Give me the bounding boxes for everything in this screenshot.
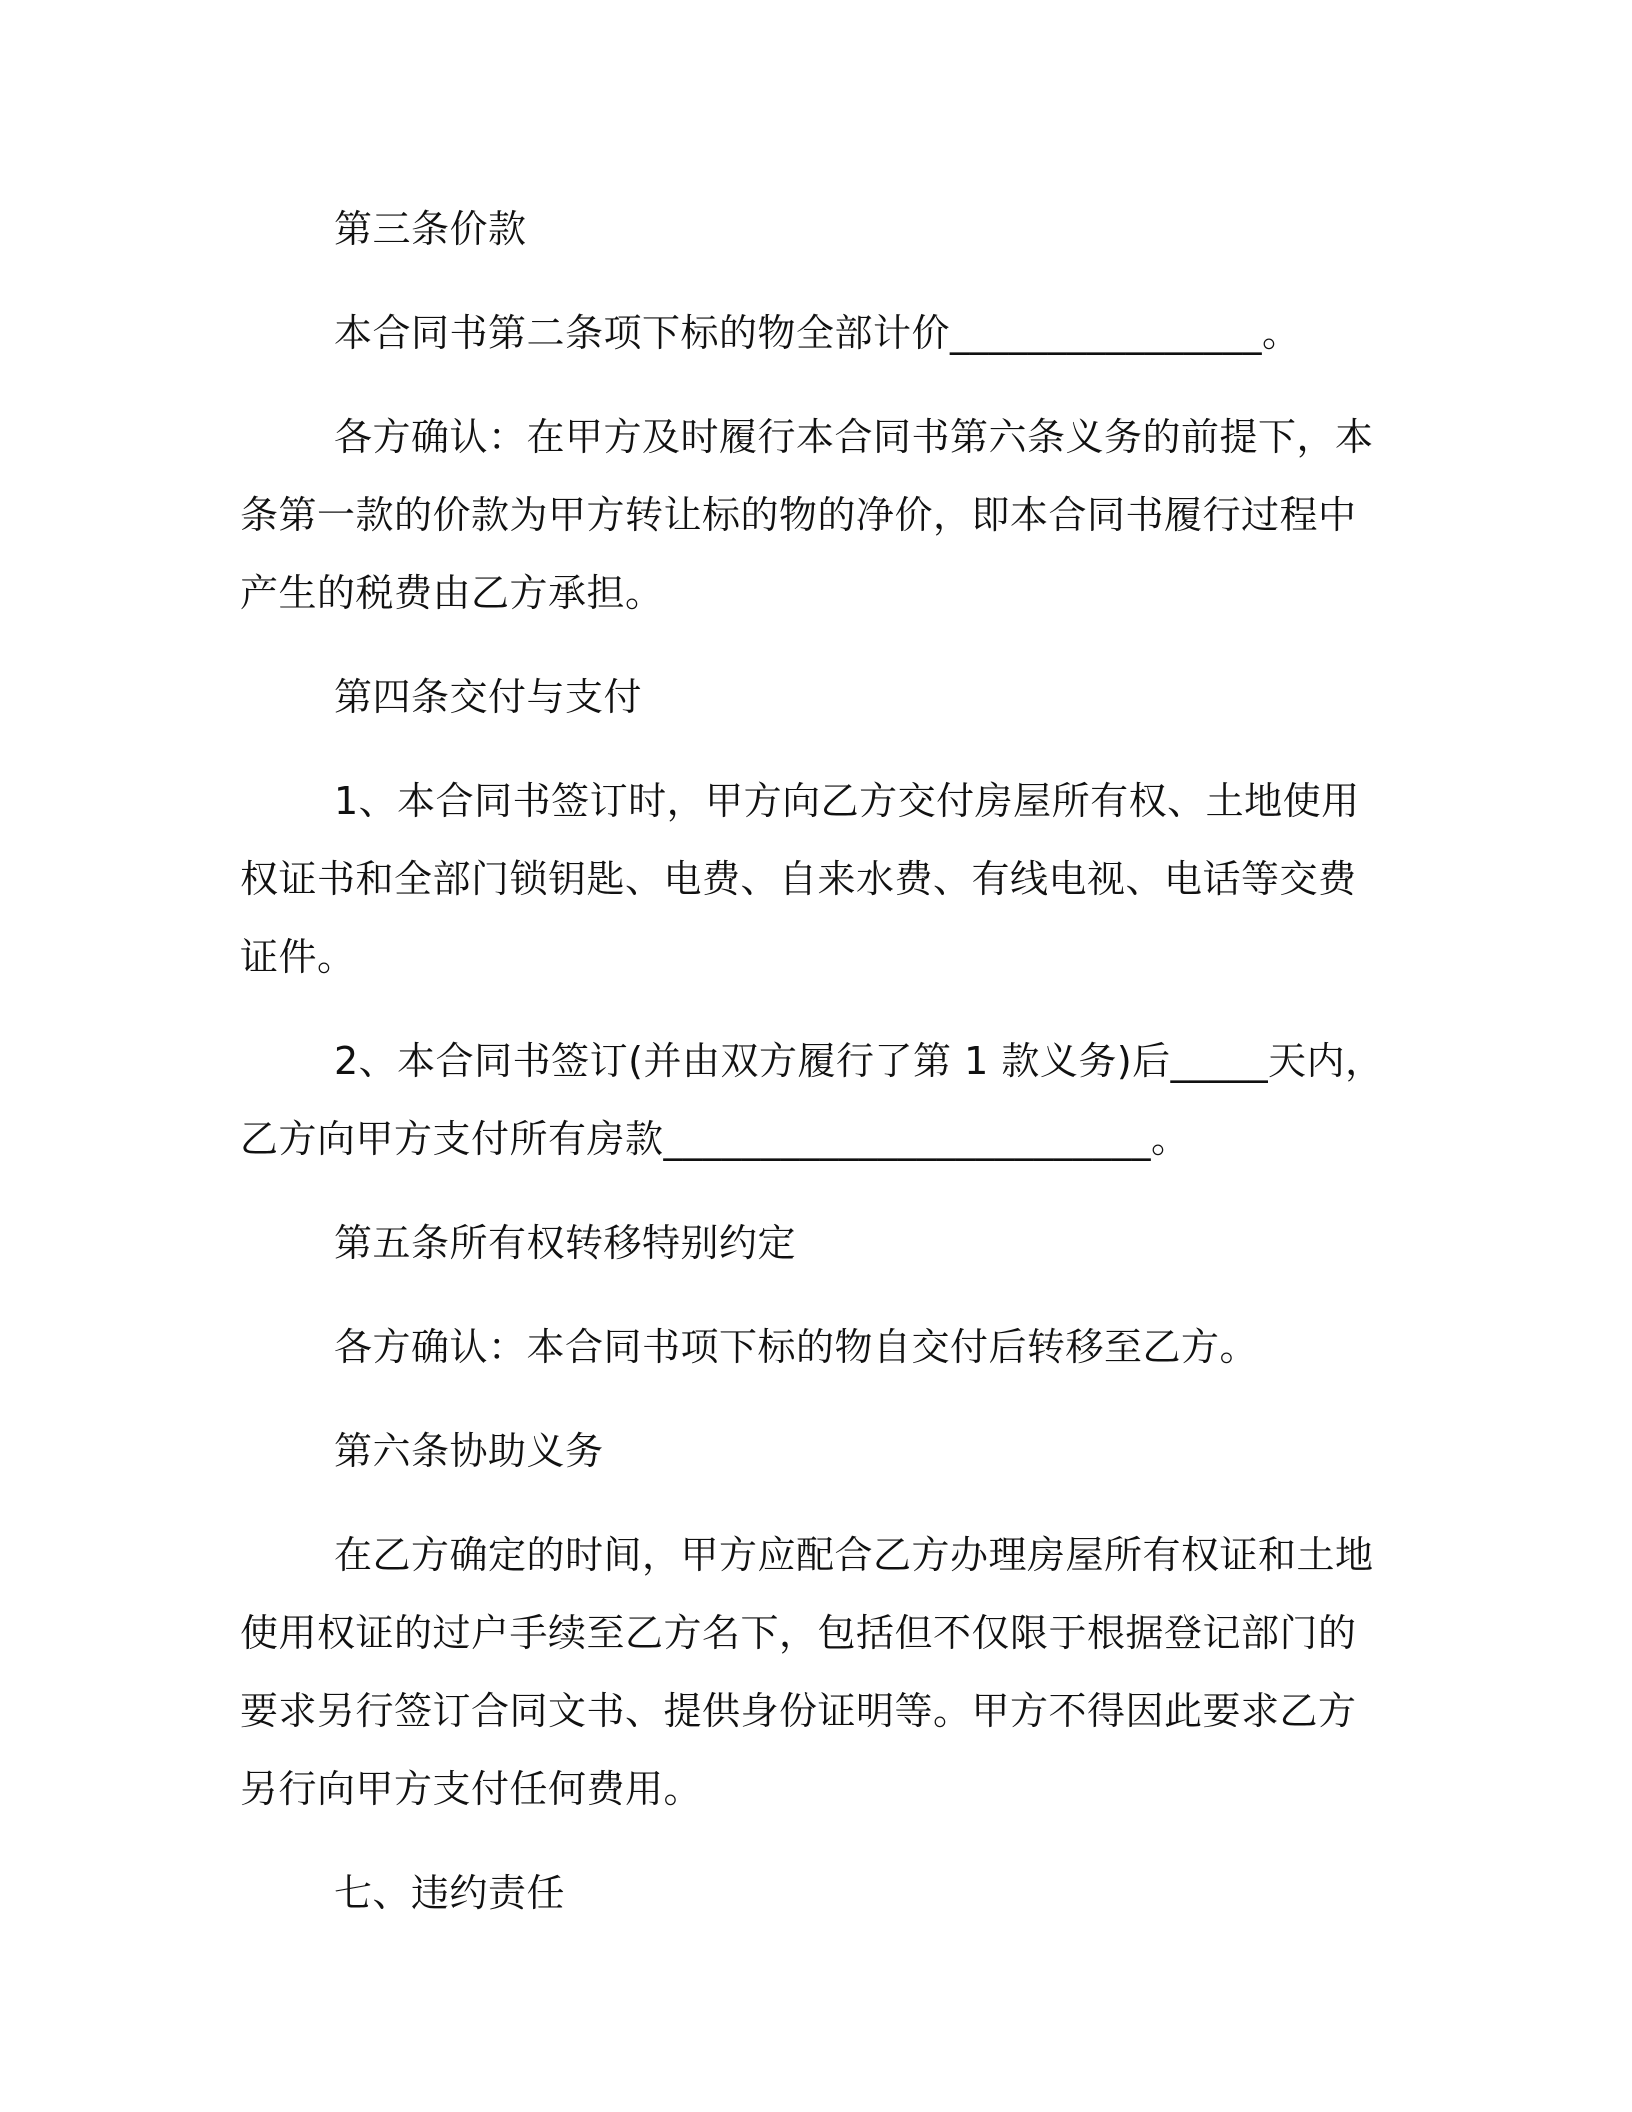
document-body: [240, 190, 1390, 1958]
article-3-price-clause: 本合同书第二条项下标的物全部计价________________。: [334, 311, 1301, 355]
article-7-heading: 七、违约责任: [334, 1871, 566, 1915]
article-6-clause: 在乙方确定的时间，甲方应配合乙方办理房屋所有权证和土地使用权证的过户手续至乙方名下，包括但不仅限于根据登记部门的要求另行签订合同文书、提供身份证明等。甲方不得因此要求乙方另行向甲方支付任何费用。: [240, 1533, 1374, 1811]
article-6-heading: 第六条协助义务: [334, 1429, 604, 1473]
article-4-item-1: 1、本合同书签订时，甲方向乙方交付房屋所有权、土地使用权证书和全部门锁钥匙、电费、自来水费、有线电视、电话等交费证件。: [240, 779, 1360, 979]
article-4-item-2: 2、本合同书签订(并由双方履行了第 1 款义务)后_____天内，乙方向甲方支付所有房款_________________________。: [240, 1039, 1384, 1161]
article-4-heading: 第四条交付与支付: [334, 675, 643, 719]
article-5-heading: 第五条所有权转移特别约定: [334, 1221, 797, 1265]
article-5-clause: 各方确认：本合同书项下标的物自交付后转移至乙方。: [334, 1325, 1259, 1369]
article-3-confirmation-clause: 各方确认：在甲方及时履行本合同书第六条义务的前提下，本条第一款的价款为甲方转让标的物的净价，即本合同书履行过程中产生的税费由乙方承担。: [240, 415, 1374, 615]
article-3-heading: 第三条价款: [334, 207, 527, 251]
